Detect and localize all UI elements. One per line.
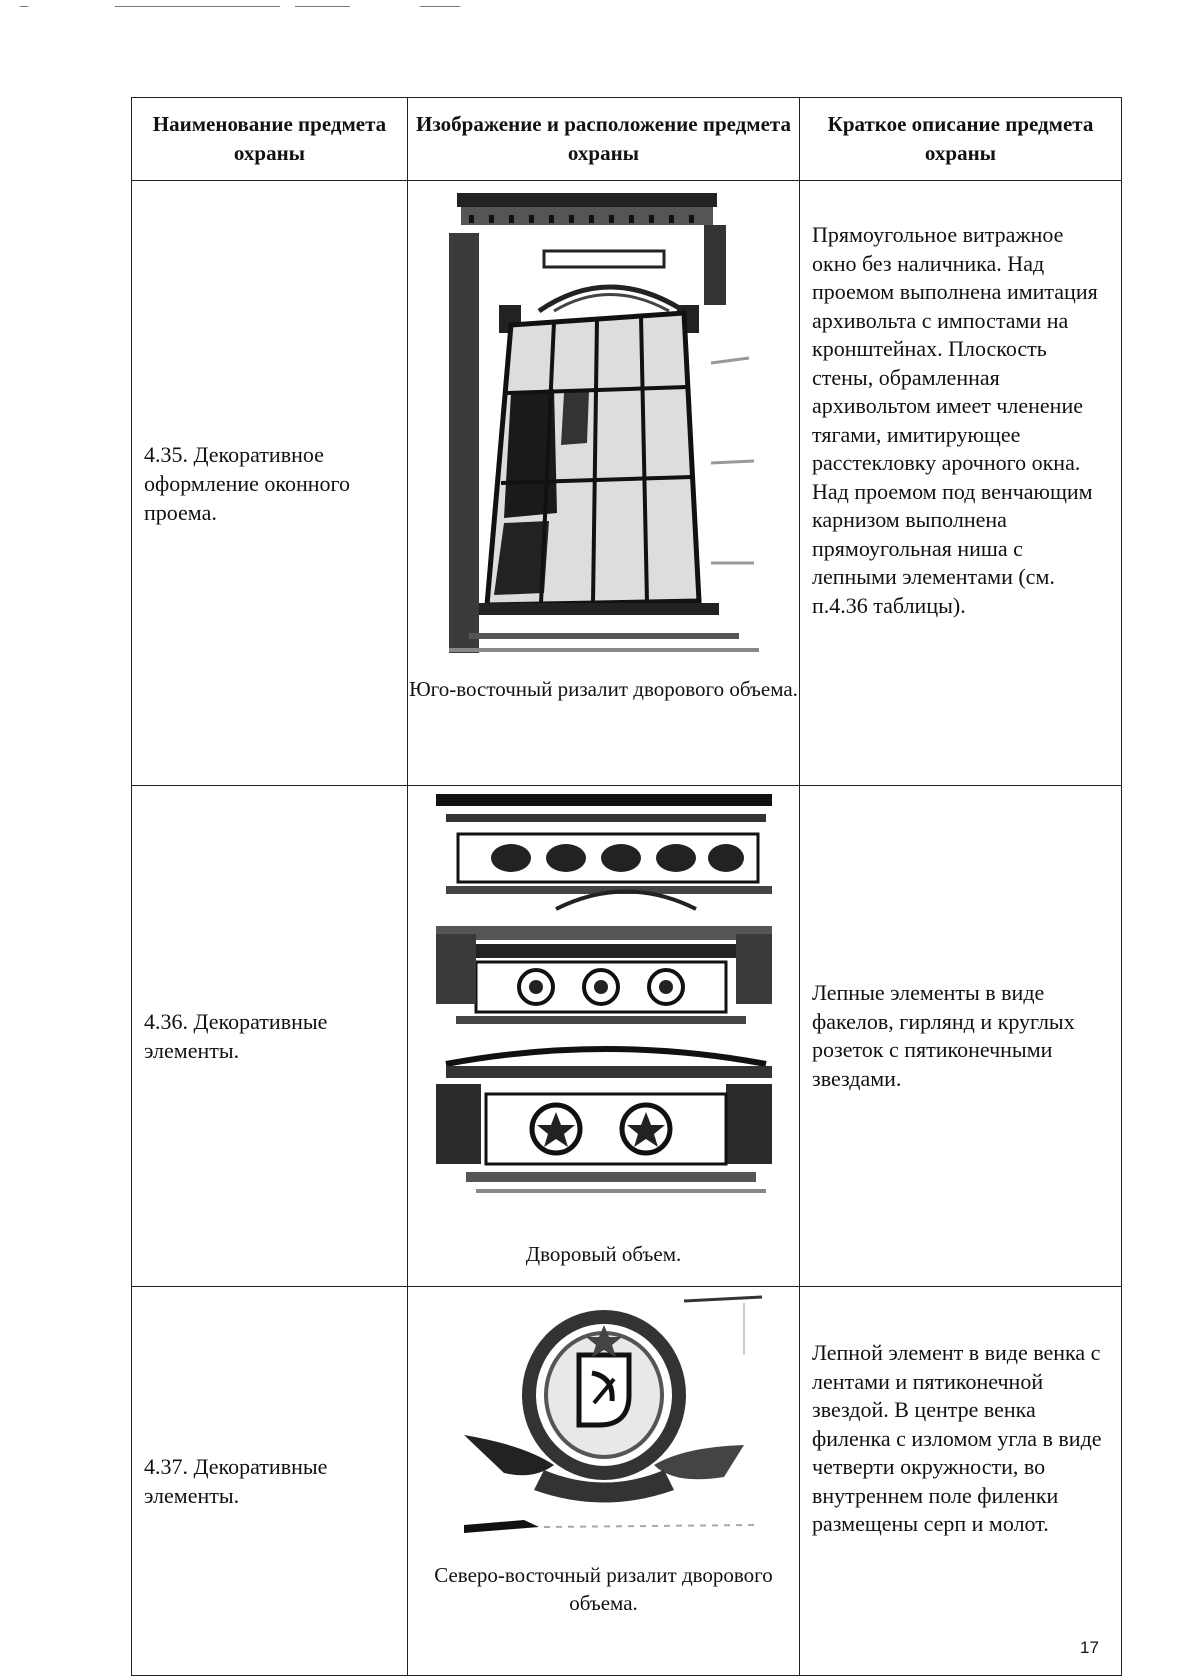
image-caption: Дворовый объем. xyxy=(525,1242,682,1266)
item-description xyxy=(800,181,1122,786)
item-description xyxy=(800,786,1122,1287)
page-number: 17 xyxy=(1080,1638,1099,1657)
wreath-emblem-photo xyxy=(444,1295,764,1555)
description-text: Прямоугольное витражное окно без наличника. Над проемом выполнена имитация архивольта с импостами на кронштейнах. Плоскость стены, обрамленная архивольтом имеет членение тягами, имитирующее расстекловку арочного окна. Над проемом под венчающим карнизом выполнена прямоугольная ниша с лепными элементами (см. п.4.36 таблицы). xyxy=(812,222,1098,618)
item-name: 4.35. Декоративное оформление оконного проема. xyxy=(132,181,408,786)
stucco-decor-photo xyxy=(436,794,772,1234)
item-image-cell xyxy=(408,786,800,1287)
image-caption: Северо-восточный ризалит дворового объема. xyxy=(434,1563,773,1615)
item-name: 4.37. Декоративные элементы. xyxy=(132,1287,408,1676)
header-description: Краткое описание предмета охраны xyxy=(800,98,1122,181)
description-text: Лепной элемент в виде венка с лентами и пятиконечной звездой. В центре венка филенка с изломом угла в виде четверти окружности, во внутреннем поле филенки размещены серп и молот. xyxy=(812,1340,1102,1536)
image-caption: Юго-восточный ризалит дворового объема. xyxy=(409,677,798,701)
header-name: Наименование предмета охраны xyxy=(132,98,408,181)
item-image-cell xyxy=(408,1287,800,1676)
item-image-cell xyxy=(408,181,800,786)
header-image: Изображение и расположение предмета охраны xyxy=(408,98,800,181)
window-photo xyxy=(449,193,759,671)
table-row xyxy=(132,786,1122,1287)
table-row xyxy=(132,181,1122,786)
description-text: Лепные элементы в виде факелов, гирлянд и круглых розеток с пятиконечными звездами. xyxy=(812,980,1075,1091)
protection-items-table xyxy=(131,97,1122,1676)
item-name: 4.36. Декоративные элементы. xyxy=(132,786,408,1287)
table-row xyxy=(132,1287,1122,1676)
table-header-row xyxy=(132,98,1122,181)
item-description xyxy=(800,1287,1122,1676)
